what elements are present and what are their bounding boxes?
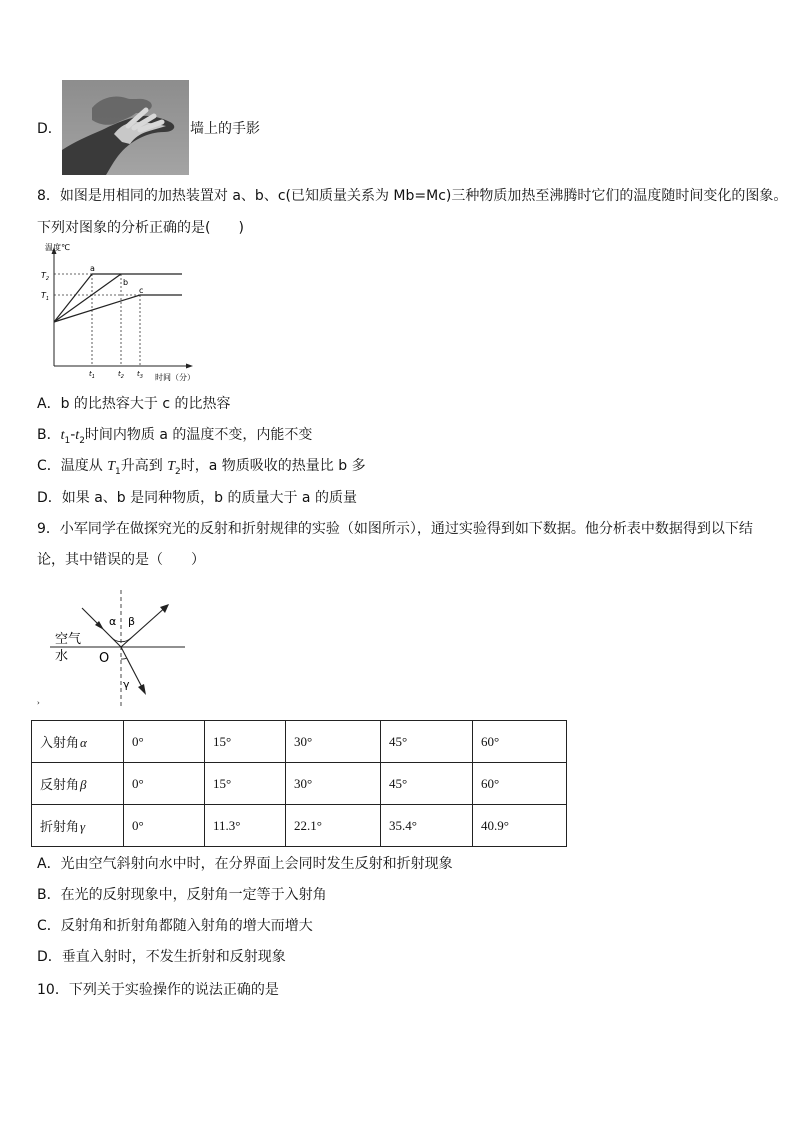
table-cell: 15° [205, 721, 286, 763]
q7-option-d-text: 墙上的手影 [190, 121, 260, 137]
table-cell: 45° [381, 721, 473, 763]
table-row [32, 721, 567, 763]
graph-label-c: c [139, 286, 144, 295]
q8-option-c-prefix: C．温度从 [37, 458, 108, 474]
gamma-label: γ [123, 678, 130, 691]
q9-option-c: C．反射角和折射角都随入射角的增大而增大 [37, 918, 313, 934]
q8-option-c-T1-sub: 1 [115, 466, 121, 477]
graph-y-label: 温度℃ [45, 243, 70, 252]
table-row-header: 折射角γ [32, 805, 124, 847]
hand-shadow-photo [62, 80, 189, 175]
q8-option-c-rest: 时，a 物质吸收的热量比 b 多 [180, 458, 366, 474]
q8-option-b-t1-sub: 1 [64, 435, 71, 446]
table-cell: 15° [205, 763, 286, 805]
q9-stem-line2: 论，其中错误的是（ ） [37, 552, 205, 568]
table-row [32, 763, 567, 805]
table-cell: 60° [473, 721, 567, 763]
graph-x-label: 时间（分） [155, 373, 195, 382]
table-row-header: 反射角β [32, 763, 124, 805]
q9-option-b: B．在光的反射现象中，反射角一定等于入射角 [37, 887, 327, 903]
q8-option-a: A．b 的比热容大于 c 的比热容 [37, 396, 231, 412]
origin-label: O [99, 651, 110, 666]
graph-tick-T1: $T_1$ [41, 291, 50, 302]
q8-option-d: D．如果 a、b 是同种物质，b 的质量大于 a 的质量 [37, 490, 357, 506]
graph-curve-b [54, 274, 121, 322]
graph-curve-a [54, 274, 182, 322]
table-cell: 30° [286, 721, 381, 763]
q8-option-b-t2-sub: 2 [79, 435, 85, 446]
table-cell: 45° [381, 763, 473, 805]
q9-stem-line1: 9．小军同学在做探究光的反射和折射规律的实验（如图所示），通过实验得到如下数据。他分析表中数据得到以下结 [37, 521, 753, 537]
q10-stem: 10．下列关于实验操作的说法正确的是 [37, 982, 279, 998]
graph-tick-t2: $t_2$ [118, 370, 124, 380]
svg-text:›: › [37, 699, 40, 707]
graph-tick-t1: $t_1$ [89, 370, 95, 380]
table-row [32, 805, 567, 847]
q8-option-b-t1: t [60, 428, 65, 443]
table-cell: 35.4° [381, 805, 473, 847]
table-cell: 11.3° [205, 805, 286, 847]
beta-label: β [128, 615, 136, 628]
q8-option-b [37, 425, 312, 451]
graph-tick-t3: $t_3$ [137, 370, 143, 380]
q9-option-a: A．光由空气斜射向水中时，在分界面上会同时发生反射和折射现象 [37, 856, 453, 872]
graph-label-a: a [90, 264, 95, 273]
table-cell: 0° [124, 721, 205, 763]
q8-stem-line2: 下列对图象的分析正确的是( ) [37, 220, 244, 236]
table-row-header: 入射角α [32, 721, 124, 763]
table-cell: 0° [124, 805, 205, 847]
q9-data-table [31, 720, 567, 847]
q8-temperature-graph [35, 242, 210, 384]
air-label: 空气 [55, 632, 82, 647]
table-cell: 60° [473, 763, 567, 805]
q8-option-b-rest: 时间内物质 a 的温度不变，内能不变 [84, 427, 313, 443]
table-cell: 0° [124, 763, 205, 805]
graph-tick-T2: $T_2$ [41, 271, 50, 282]
hand-shadow-image [62, 80, 189, 175]
q8-option-c-T1: T [107, 459, 116, 474]
table-cell: 40.9° [473, 805, 567, 847]
table-cell: 30° [286, 763, 381, 805]
alpha-label: α [109, 615, 117, 628]
graph-label-b: b [123, 278, 129, 287]
table-cell: 22.1° [286, 805, 381, 847]
q9-light-diagram [35, 588, 195, 708]
q8-option-b-t2: t [75, 428, 80, 443]
q8-stem-line1: 8．如图是用相同的加热装置对 a、b、c(已知质量关系为 Mb=Mc)三种物质加热至沸腾时它们的温度随时间变化的图象。 [37, 188, 788, 204]
water-label: 水 [55, 649, 69, 664]
q9-option-d: D．垂直入射时，不发生折射和反射现象 [37, 949, 286, 965]
q8-option-c-mid: 升高到 [120, 458, 168, 474]
q8-option-c-T2-sub: 2 [175, 466, 181, 477]
q7-option-d-label: D． [37, 121, 62, 137]
q8-option-b-dash: - [70, 427, 76, 443]
q8-option-c-T2: T [167, 459, 176, 474]
q8-option-b-prefix: B． [37, 427, 61, 443]
q8-option-c [37, 456, 366, 482]
